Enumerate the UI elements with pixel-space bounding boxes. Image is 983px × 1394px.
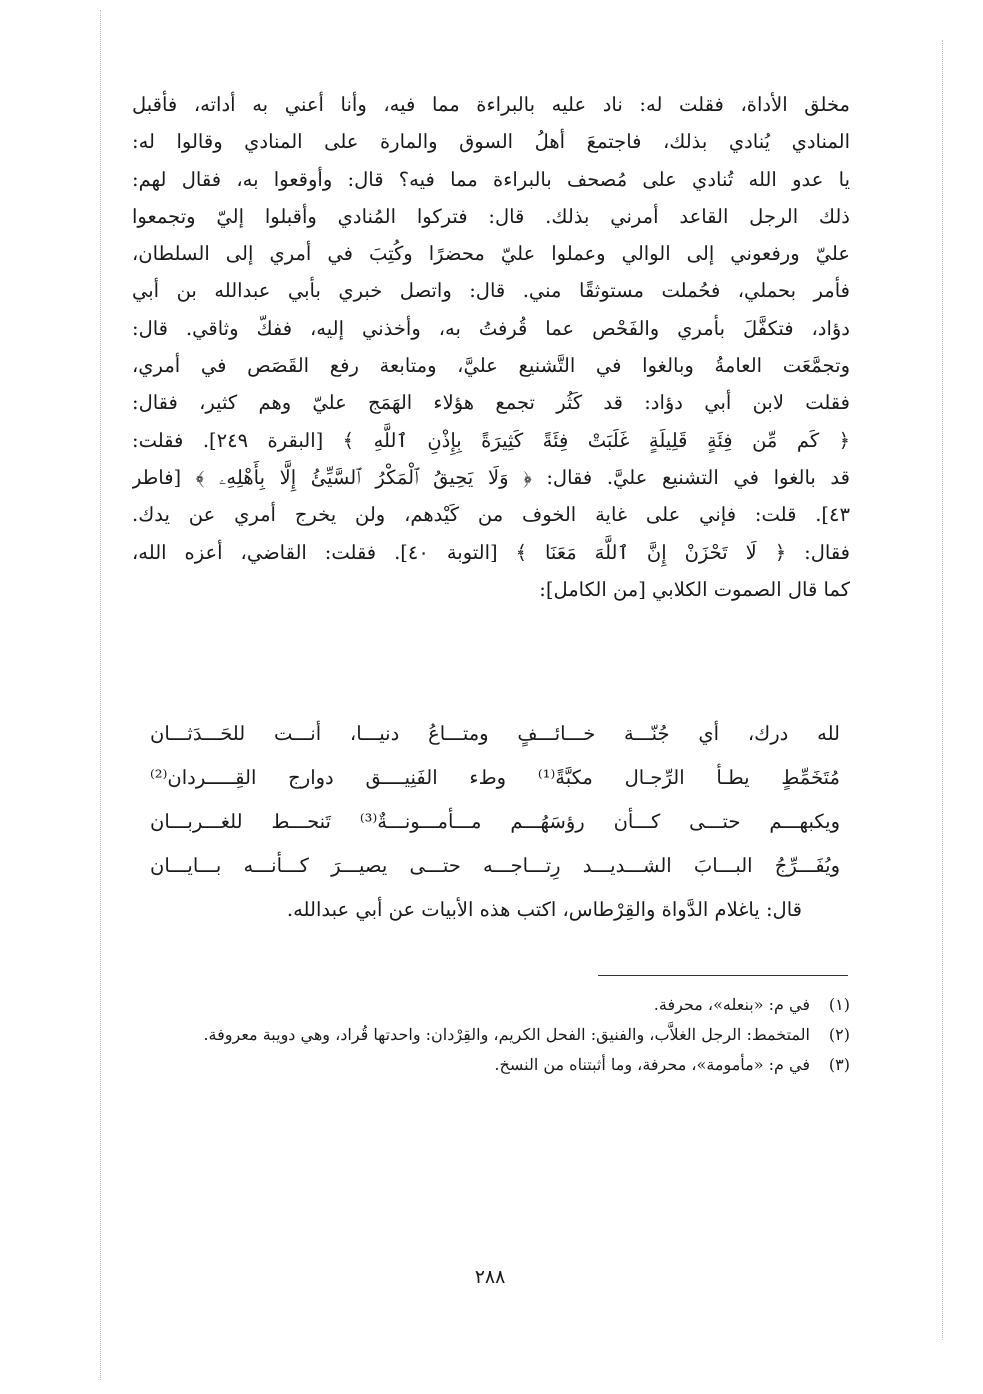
poem-verse: ويكبهـــم حتـــى كـــأن رؤسَهُـــم مـــأمـــونـــةٌ⁽³⁾ تَنحـــط للغـــربـــان — [150, 810, 840, 833]
text-line: وتجمَّعَت العامةُ وبالغوا في التَّشنيع عليَّ، ومتابعة رفع القَصَص في أمري، — [132, 354, 850, 378]
quran-quote-line: فقال: ﴿ لَا تَحْزَنْ إِنَّ ٱللَّهَ مَعَنَا ﴾ [التوبة ٤٠]. فقلت: القاضي، أعزه الله، — [132, 540, 850, 564]
text-line: ذلك الرجل القاعد أمرني بذلك. قال: فتركوا المُنادي وأقبلوا إليّ وتجمعوا — [132, 204, 850, 228]
text-line: المنادي يُنادي بذلك، فاجتمعَ أهلُ السوق والمارة على المنادي وقالوا له: — [132, 130, 850, 154]
footnote-text: المتخمط: الرجل الغلاَّب، والفنيق: الفحل الكريم، والقِرْدان: واحدتها قُراد، وهي دويبة معروفة. — [203, 1025, 810, 1044]
text-line: ٤٣]. قلت: فإني على غاية الخوف من كَيْدهم، ولن يخرج أمري عن يدك. — [132, 503, 850, 527]
text-line: فقلت لابن أبي دؤاد: قد كَثُر تجمع هؤلاء الهَمَج عليّ وهم كثير، فقال: — [132, 391, 850, 415]
poem-verse: ويُفَـــرِّجُ البـــابَ الشـــديـــد رِتـــاجـــه حتـــى يصيـــرَ كـــأنـــه بـــايـــان — [150, 854, 840, 877]
text-line: يا عدو الله تُنادي على مُصحف بالبراءة مما فيه؟ قال: وأوقعوا به، فقال لهم: — [132, 167, 850, 191]
footnote-number: (٢) — [828, 1025, 850, 1044]
scan-edge-left — [100, 10, 102, 1380]
closing-line: قال: ياغلام الدَّواة والقِرْطاس، اكتب هذه الأبيات عن أبي عبدالله. — [286, 898, 802, 921]
quran-quote-line: قد بالغوا في التشنيع عليَّ. فقال: ﴿ وَلَا يَحِيقُ ٱلْمَكْرُ ٱلسَّيِّئُ إِلَّا بِأَهْلِهِۦ ﴾ [فاطر — [132, 465, 850, 489]
footnote-number: (٣) — [828, 1055, 850, 1074]
poem-verse: لله درك، أي جُنّـــة خـــائـــفٍ ومتـــاعُ دنيـــا، أنـــت للحَـــدَثـــان — [150, 722, 840, 745]
main-text — [132, 86, 850, 608]
poem — [150, 712, 840, 932]
page-number: ٢٨٨ — [474, 1266, 506, 1288]
text-line: مخلق الأداة، فقلت له: ناد عليه بالبراءة مما فيه، وأنا أعني به أداته، فأقبل — [132, 93, 850, 116]
footnote — [140, 1020, 850, 1050]
footnotes — [140, 990, 850, 1080]
footnote-number: (١) — [828, 995, 850, 1014]
poem-verse: مُتَخَمِّطٍ يطـأ الرِّجـال مكبَّةً⁽¹⁾ وطء الفَنِيــــق دوارج القِـــــردان⁽²⁾ — [150, 766, 840, 789]
text-line: فأمر بحملي، فحُملت مستوثقًا مني. قال: واتصل خبري بأبي عبدالله بن أبي — [132, 279, 850, 303]
footnote-text: في م: «مأمومة»، محرفة، وما أثبتناه من النسخ. — [494, 1055, 810, 1074]
text-line: دؤاد، فتكفَّلَ بأمري والفَحْص عما قُرفتُ به، وأخذني إليه، ففكّ وثاقي. قال: — [132, 316, 850, 340]
text-line: كما قال الصموت الكلابي [من الكامل]: — [539, 577, 850, 601]
footnote — [140, 990, 850, 1020]
footnote — [140, 1050, 850, 1080]
scan-edge-right — [942, 40, 944, 1340]
text-line: عليّ ورفعوني إلى الوالي وعملوا عليّ محضرًا وكُتِبَ في أمري إلى السلطان، — [132, 242, 850, 266]
quran-quote-line: ﴿ كَم مِّن فِئَةٍ قَلِيلَةٍ غَلَبَتْ فِئَةً كَثِيرَةً بِإِذْنِ ٱللَّهِ ﴾ [البقرة ٢٤٩]. فقلت: — [132, 428, 850, 452]
footnote-divider — [598, 975, 848, 976]
footnote-text: في م: «بنعله»، محرفة. — [653, 995, 810, 1014]
